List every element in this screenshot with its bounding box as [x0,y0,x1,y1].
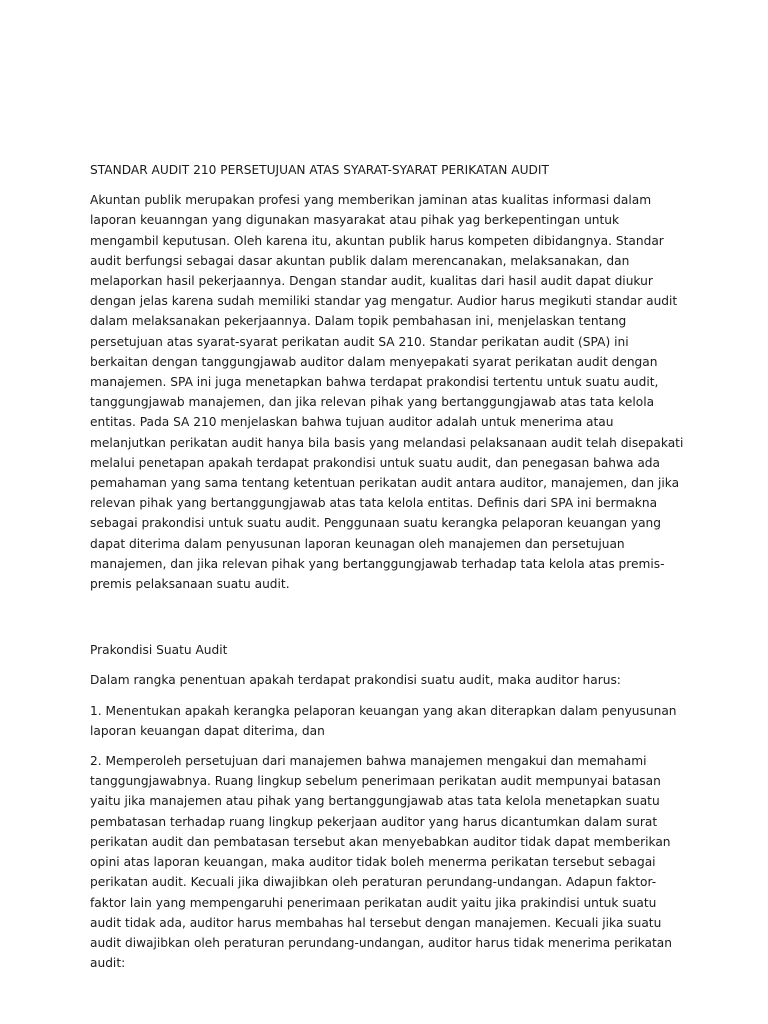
list-item: 2. Memperoleh persetujuan dari manajemen bahwa manajemen mengakui dan memahami tanggungjawabnya. Ruang lingkup sebelum penerimaan perikatan audit mempunyai batasan yaitu jika manajemen atau pihak yang bertanggungjawab atas tata kelola menetapkan suatu pembatasan terhadap ruang lingkup pekerjaan auditor yang harus dicantumkan dalam surat perikatan audit dan pembatasan tersebut akan menyebabkan auditor tidak dapat memberikan opini atas laporan keuangan, maka auditor tidak boleh menerma perikatan tersebut sebagai perikatan audit. Kecuali jika diwajibkan oleh peraturan perundang-undangan. Adapun faktor-faktor lain yang mempengaruhi penerimaan perikatan audit yaitu jika prakindisi untuk suatu audit tidak ada, auditor harus membahas hal tersebut dengan manajemen. Kecuali jika suatu audit diwajibkan oleh peraturan perundang-undangan, auditor harus tidak menerima perikatan audit: [90,754,672,971]
intro-paragraph: Akuntan publik merupakan profesi yang memberikan jaminan atas kualitas informasi dalam laporan keuanngan yang digunakan masyarakat atau pihak yag berkepentingan untuk mengambil keputusan. Oleh karena itu, akuntan publik harus kompeten dibidangnya. Standar audit berfungsi sebagai dasar akuntan publik dalam merencanakan, melaksanakan, dan melaporkan hasil pekerjaannya. Dengan standar audit, kualitas dari hasil audit dapat diukur dengan jelas karena sudah memiliki standar yag mengatur. Audior harus megikuti standar audit dalam melaksanakan pekerjaannya. Dalam topik pembahasan ini, menjelaskan tentang persetujuan atas syarat-syarat perikatan audit SA 210. Standar perikatan audit (SPA) ini berkaitan dengan tanggungjawab auditor dalam menyepakati syarat perikatan audit dengan manajemen. SPA ini juga menetapkan bahwa terdapat prakondisi tertentu untuk suatu audit, tanggungjawab manajemen, dan jika relevan pihak yang bertanggungjawab atas tata kelola entitas. Pada SA 210 menjelaskan bahwa tujuan auditor adalah untuk menerima atau melanjutkan perikatan audit hanya bila basis yang melandasi pelaksanaan audit telah disepakati melalui penetapan apakah terdapat prakondisi untuk suatu audit, dan penegasan bahwa ada pemahaman yang sama tentang ketentuan perikatan audit antara auditor, manajemen, dan jika relevan pihak yang bertanggungjawab atas tata kelola entitas. Definis dari SPA ini bermakna sebagai prakondisi untuk suatu audit. Penggunaan suatu kerangka pelaporan keuangan yang dapat diterima dalam penyusunan laporan keunagan oleh manajemen dan persetujuan manajemen, dan jika relevan pihak yang bertanggungjawab terhadap tata kelola atas premis-premis pelaksanaan suatu audit. [90,193,684,592]
section-intro-paragraph: Dalam rangka penentuan apakah terdapat prakondisi suatu audit, maka auditor harus: [90,673,621,688]
list-item: 1. Menentukan apakah kerangka pelaporan keuangan yang akan diterapkan dalam penyusunan laporan keuangan dapat diterima, dan [90,703,677,738]
document-page [90,160,688,983]
section-heading: Prakondisi Suatu Audit [90,643,228,658]
document-title: STANDAR AUDIT 210 PERSETUJUAN ATAS SYARAT-SYARAT PERIKATAN AUDIT [90,163,549,177]
